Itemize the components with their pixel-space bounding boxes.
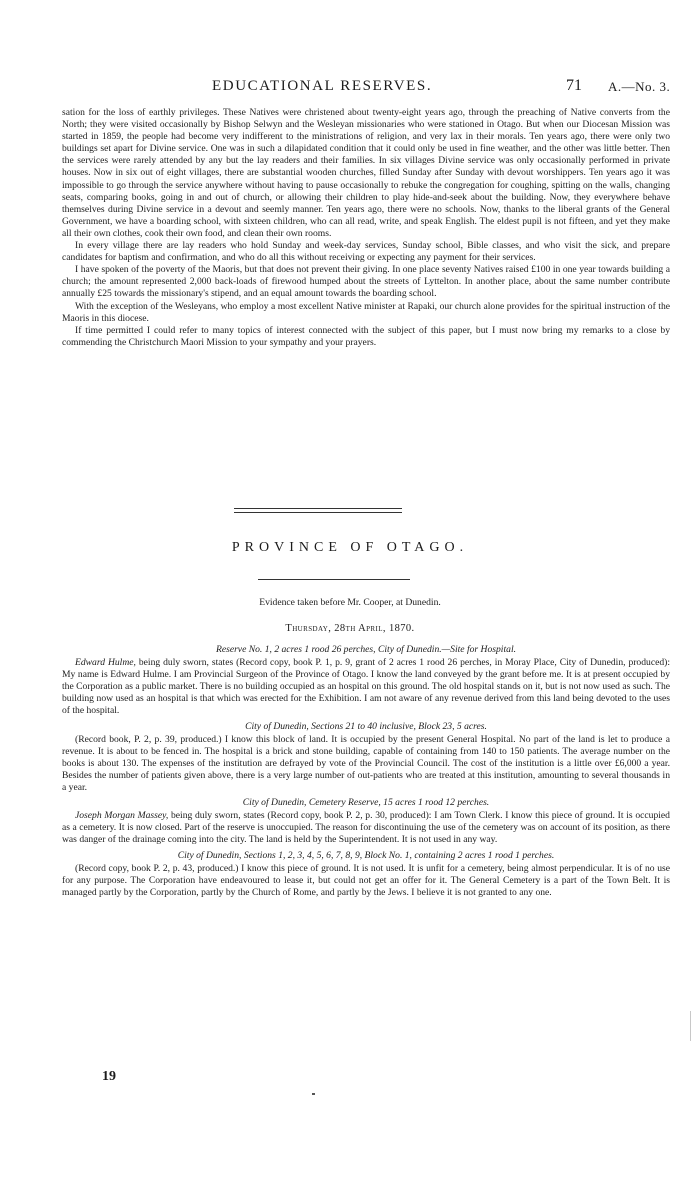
heading-underline-rule	[258, 579, 410, 580]
testimony-paragraph	[62, 734, 670, 794]
witness-name: Edward Hulme,	[75, 657, 136, 669]
province-heading: PROVINCE OF OTAGO.	[231, 540, 469, 555]
evidence-note: Evidence taken before Mr. Cooper, at Dunedin.	[259, 597, 441, 608]
body-paragraph: If time permitted I could refer to many topics of interest connected with the subject of this paper, but I must now bring my remarks to a close by commending the Christchurch Maori Mission to your sympathy and your prayers.	[62, 324, 670, 348]
witness-name: Joseph Morgan Massey,	[75, 810, 169, 822]
testimony-text: being duly sworn, states (Record copy, book P. 2, p. 30, produced): I am Town Clerk. I know this piece of ground. It is occupied as a cemetery. It is now closed. Part of the reserve is unoccupied. The reason for discontinuing the use of the cemetery was on account of its position, as there was danger of the drainage coming into the city. The land is held by the Superintendent. It is not used in any way.	[62, 810, 670, 846]
mission-address-continuation	[62, 107, 670, 349]
reserve-heading: City of Dunedin, Cemetery Reserve, 15 acres 1 rood 12 perches.	[242, 797, 490, 809]
page-header	[0, 78, 700, 100]
body-paragraph: With the exception of the Wesleyans, who employ a most excellent Native minister at Rapaki, our church alone provides for the spiritual instruction of the Maoris in this diocese.	[62, 300, 670, 324]
margin-mark	[690, 1011, 691, 1041]
page-number: 71	[566, 77, 582, 94]
sitting-date: Thursday, 28th April, 1870.	[285, 623, 415, 634]
reserve-heading: City of Dunedin, Sections 21 to 40 inclusive, Block 23, 5 acres.	[245, 720, 487, 732]
body-paragraph: I have spoken of the poverty of the Maoris, but that does not prevent their giving. In one place seventy Natives raised £100 in one year towards building a church; the amount represented 2,000 back-loads of firewood humped about the streets of Lyttelton. In another place, about the same number contribute annually £25 towards the missionary's stipend, and an equal amount towards the boarding school.	[62, 264, 670, 300]
testimony-paragraph	[62, 657, 670, 717]
reserve-heading: City of Dunedin, Sections 1, 2, 3, 4, 5, 6, 7, 8, 9, Block No. 1, containing 2 acres 1 rood 1 perches.	[177, 849, 555, 861]
running-title: EDUCATIONAL RESERVES.	[212, 78, 433, 94]
testimony-paragraph	[62, 863, 670, 899]
testimony-paragraph	[62, 810, 670, 846]
body-paragraph: In every village there are lay readers who hold Sunday and week-day services, Sunday school, Bible classes, and who visit the sick, and prepare candidates for baptism and confirmation, and who do all this without receiving or expecting any payment for their services.	[62, 240, 670, 264]
testimony-text: (Record copy, book P. 2, p. 43, produced.) I know this piece of ground. It is not used. It is unfit for a cemetery, being almost perpendicular. It is of no use for any purpose. The Corporation have endeavoured to lease it, but could not get an offer for it. The General Cemetery is a part of the Town Belt. It is managed partly by the Corporation, partly by the Church of Rome, and partly by the Jews. I believe it is not granted to any one.	[62, 862, 670, 898]
signature-number: 19	[102, 1069, 116, 1084]
evidence-sections	[62, 641, 670, 899]
testimony-text: (Record book, P. 2, p. 39, produced.) I know this block of land. It is occupied by the present General Hospital. No part of the land is let to produce a revenue. It is about to be fenced in. The hospital is a brick and stone building, capable of containing from 140 to 150 patients. The average number on the books is about 130. The expenses of the institution are defrayed by vote of the Provincial Council. The cost of the institution is a little over £6,000 a year. Besides the number of patients given above, there is a very large number of out-patients who are treated at this institution, amounting to several thousands in a year.	[62, 733, 670, 794]
body-paragraph: sation for the loss of earthly privileges. These Natives were christened about twenty-eight years ago, through the preaching of Native converts from the North; they were visited occasionally by Bishop Selwyn and the Wesleyan missionaries who were stationed in Otago. But when our Diocesan Mission was started in 1859, the people had become very indifferent to the ministrations of religion, and very lax in their morals. Ten years ago, there were only two buildings set apart for Divine service. One was in such a dilapidated condition that it could only be used in fine weather, and the other was little better. Then the services were rarely attended by any but the lay readers and their families. In six villages Divine service was only occasionally performed in private houses. Now in six out of eight villages, there are substantial wooden churches, filled Sunday after Sunday with devout worshippers. Ten years ago it was impossible to go through the service anywhere without having to pause occasionally to rebuke the congregation for coughing, spitting on the walls, changing seats, comparing books, going in and out of church, or allowing their children to play hide-and-seek about the building. Now, they everywhere behave themselves during Divine service in a devout and seemly manner. Ten years ago, there were no schools. Now, thanks to the liberal grants of the General Government, we have a boarding school, with sixteen children, who can all read, write, and speak English. The eldest pupil is not fifteen, and yet they make all their own clothes, cook their own food, and clean their own rooms.	[62, 107, 670, 239]
testimony-text: being duly sworn, states (Record copy, book P. 1, p. 9, grant of 2 acres 1 rood 26 perches, in Moray Place, City of Dunedin, produced): My name is Edward Hulme. I am Provincial Surgeon of the Province of Otago. I know the land conveyed by the grant before me. It is at present occupied by the Corporation as a public market. There is no building occupied as an hospital on this ground. The old hospital stands on it, but is not now used as such. The building now used as an hospital is that which was erected for the Exhibition. I am not aware of any revenue derived from this land being devoted to the uses of the hospital.	[62, 657, 670, 717]
section-divider-double-rule	[234, 508, 402, 513]
document-reference: A.—No. 3.	[608, 79, 671, 94]
reserve-heading: Reserve No. 1, 2 acres 1 rood 26 perches, City of Dunedin.—Site for Hospital.	[215, 644, 517, 655]
print-speck	[312, 1093, 315, 1095]
